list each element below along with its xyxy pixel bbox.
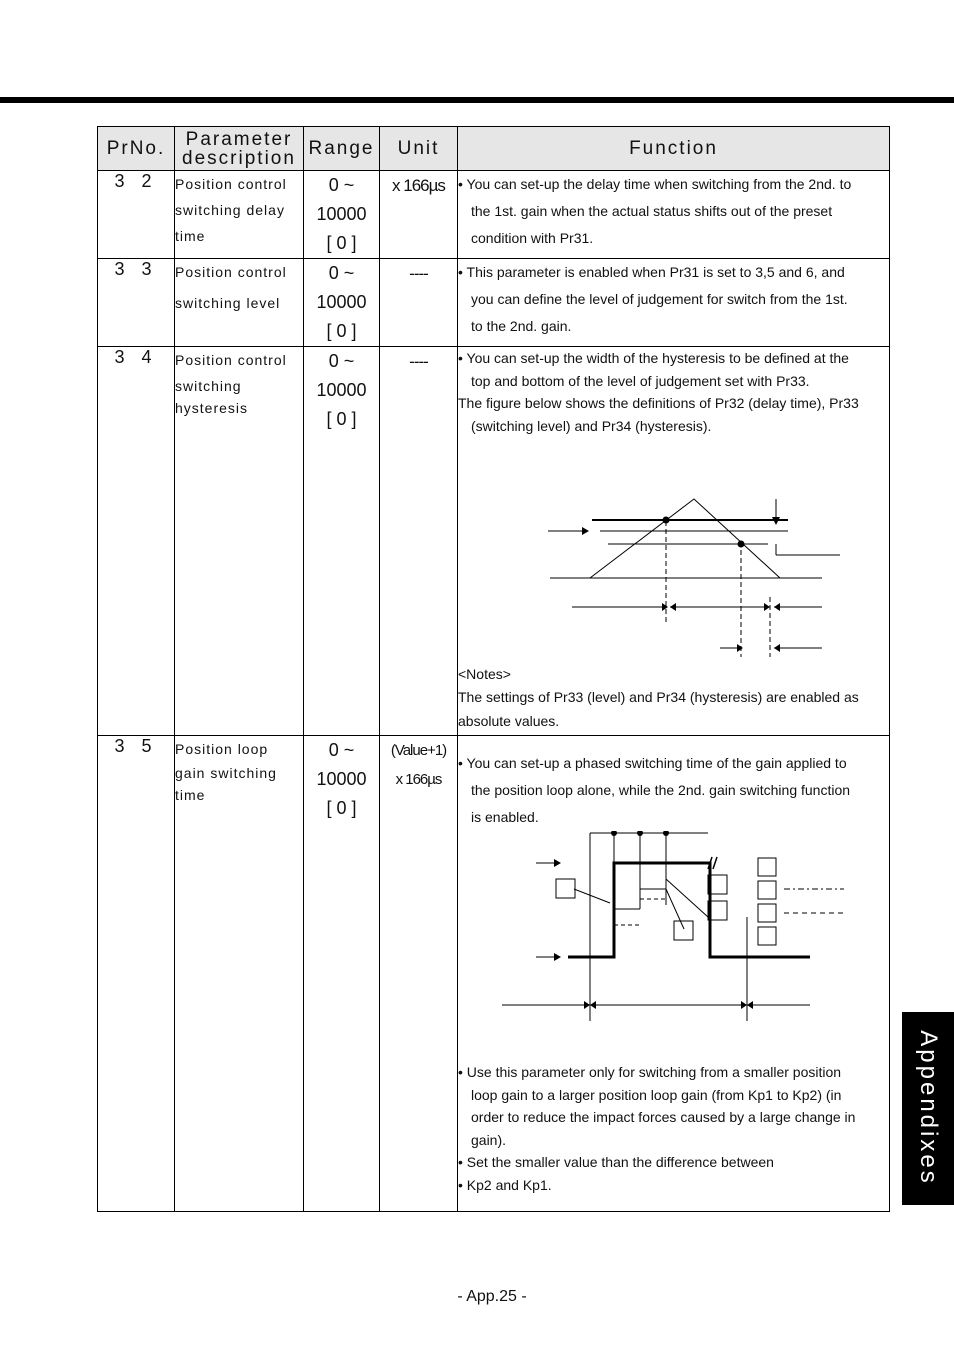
range-cell: 0 ~ 10000 [ 0 ] [304, 347, 380, 736]
range-cell: 0 ~ 10000 [ 0 ] [304, 736, 380, 1212]
description-cell: Position control switching delay time [175, 171, 304, 259]
function-cell: • This parameter is enabled when Pr31 is set to 3,5 and 6, and you can define the level of judgement for switch from the 1st. to the 2nd. gain. [458, 259, 890, 347]
header-function: Function [458, 127, 890, 171]
table-row [98, 259, 890, 347]
description-cell: Position control switching level [175, 259, 304, 347]
prno-cell: 3 5 [98, 736, 175, 1212]
range-cell: 0 ~ 10000 [ 0 ] [304, 259, 380, 347]
switching-level-hysteresis-diagram [458, 437, 878, 663]
top-rule [0, 97, 954, 103]
header-prno: PrNo. [98, 127, 175, 171]
range-cell: 0 ~ 10000 [ 0 ] [304, 171, 380, 259]
function-cell: • You can set-up the width of the hysteresis to be defined at the top and bottom of the level of judgement set with Pr33. The figure below shows the definitions of Pr32 (delay time), Pr33 (switching level) and Pr34 (hysteresis). <Notes> The settings of Pr33 (level) and Pr34 (hysteresis) are enabled as absolute values. [458, 347, 890, 736]
page-number: - App.25 - [457, 1288, 527, 1305]
header-parameter-description: Parameter description [175, 127, 304, 171]
prno-cell: 3 2 [98, 171, 175, 259]
table-row [98, 347, 890, 736]
prno-cell: 3 4 [98, 347, 175, 736]
unit-cell: x 166µs [380, 171, 458, 259]
description-cell: Position control switching hysteresis [175, 347, 304, 736]
table-header-row [98, 127, 890, 171]
unit-cell: ---- [380, 347, 458, 736]
unit-cell: (Value+1) x 166µs [380, 736, 458, 1212]
function-cell: • You can set-up a phased switching time of the gain applied to the position loop alone, while the 2nd. gain switching function is enabled. • Use this parameter only for switching from a smaller position loop gain to a larger position loop gain (from Kp1 to Kp2) (in order to reduce the impact forces caused by a large change in gain). • Set the smaller value than the difference between • Kp2 and Kp1. [458, 736, 890, 1212]
gain-switching-time-diagram [458, 831, 878, 1061]
description-cell: Position loop gain switching time [175, 736, 304, 1212]
header-range: Range [304, 127, 380, 171]
unit-cell: ---- [380, 259, 458, 347]
parameter-table [97, 126, 890, 1212]
side-tab-label: Appendixes [915, 1030, 942, 1186]
prno-cell: 3 3 [98, 259, 175, 347]
function-cell: • You can set-up the delay time when switching from the 2nd. to the 1st. gain when the actual status shifts out of the preset condition with Pr31. [458, 171, 890, 259]
table-row [98, 736, 890, 1212]
appendixes-side-tab [902, 1012, 954, 1205]
header-unit: Unit [380, 127, 458, 171]
table-row [98, 171, 890, 259]
